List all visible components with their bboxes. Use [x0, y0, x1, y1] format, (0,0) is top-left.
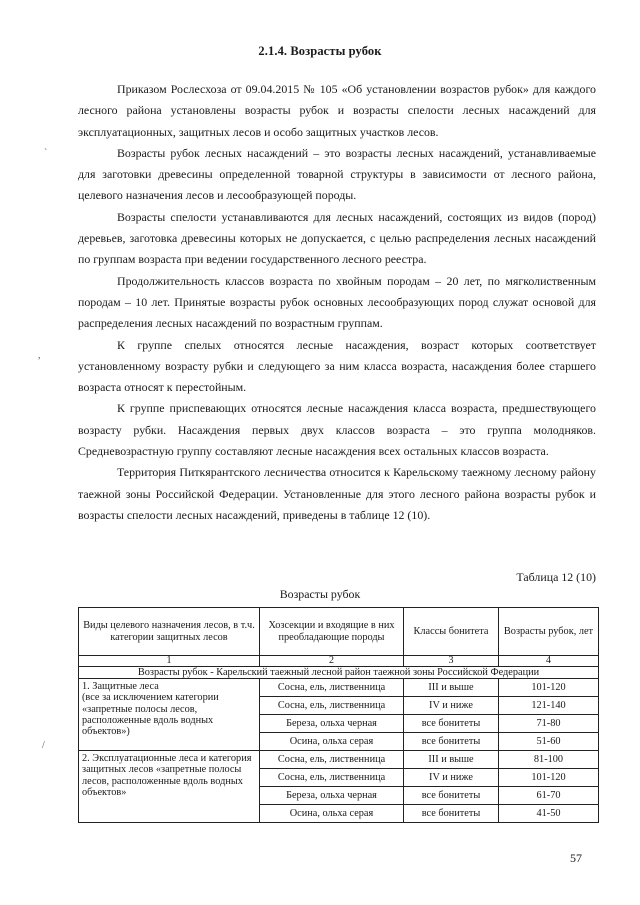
scan-speck: `	[44, 148, 48, 159]
site-class-cell: III и выше	[404, 679, 499, 697]
column-number: 2	[260, 656, 404, 667]
cutting-age-cell: 51-60	[499, 733, 599, 751]
species-cell: Береза, ольха черная	[260, 787, 404, 805]
paragraph: Возрасты рубок лесных насаждений – это возрасты лесных насаждений, устанавливаемые для заготовки древесины определенной товарной структуры в зависимости от лесного района, целевого назначения лесов и лесообразующей породы.	[78, 145, 596, 203]
site-class-cell: III и выше	[404, 751, 499, 769]
region-row	[79, 667, 599, 679]
table-header-row	[79, 608, 599, 656]
site-class-cell: IV и ниже	[404, 769, 499, 787]
region-label: Возрасты рубок - Карельский таежный лесной район таежной зоны Российской Федерации	[79, 667, 599, 679]
cutting-ages-table	[78, 607, 599, 823]
column-number: 3	[404, 656, 499, 667]
table-row	[79, 751, 599, 769]
body-text	[78, 79, 596, 526]
paragraph: Возрасты спелости устанавливаются для лесных насаждений, состоящих из видов (пород) деревьев, заготовка древесины которых не допускается, с целью распределения лесных насаждений по группам возраста при ведении государственного лесного реестра.	[78, 209, 596, 267]
species-cell: Сосна, ель, лиственница	[260, 679, 404, 697]
paragraph: К группе спелых относятся лесные насаждения, возраст которых соответствует установленному возрасту рубки и следующего за ним класса возраста, насаждения более старшего возраста относят к перестойным.	[78, 337, 596, 395]
site-class-cell: все бонитеты	[404, 715, 499, 733]
column-number-row	[79, 656, 599, 667]
cutting-age-cell: 41-50	[499, 805, 599, 823]
column-number: 1	[79, 656, 260, 667]
cutting-age-cell: 71-80	[499, 715, 599, 733]
paragraph: Приказом Рослесхоза от 09.04.2015 № 105 «Об установлении возрастов рубок» для каждого лесного района установлены возрасты рубок и возрасты спелости лесных насаждений для эксплуатационных, защитных лесов и особо защитных участков лесов.	[78, 82, 596, 139]
header-purpose: Виды целевого назначения лесов, в т.ч. категории защитных лесов	[79, 608, 260, 656]
cutting-age-cell: 101-120	[499, 679, 599, 697]
header-cutting-age: Возрасты рубок, лет	[499, 608, 599, 656]
column-number: 4	[499, 656, 599, 667]
species-cell: Сосна, ель, лиственница	[260, 751, 404, 769]
species-cell: Береза, ольха черная	[260, 715, 404, 733]
table-row	[79, 679, 599, 697]
species-cell: Сосна, ель, лиственница	[260, 697, 404, 715]
page-number: 57	[570, 851, 582, 865]
table-caption: Таблица 12 (10)	[516, 570, 596, 584]
site-class-cell: все бонитеты	[404, 805, 499, 823]
purpose-cell: 1. Защитные леса (все за исключением категории «запретные полосы лесов, расположенные вдоль водных объектов»)	[79, 679, 260, 751]
cutting-age-cell: 61-70	[499, 787, 599, 805]
site-class-cell: IV и ниже	[404, 697, 499, 715]
purpose-cell: 2. Эксплуатационные леса и категория защитных лесов «запретные полосы лесов, расположенные вдоль водных объектов»	[79, 751, 260, 823]
paragraph: К группе приспевающих относятся лесные насаждения класса возраста, предшествующего возрасту рубки. Насаждения первых двух классов возраста – это группа молодняков. Средневозрастную группу составляют лесные насаждения всех остальных классов возраста.	[78, 401, 596, 459]
species-cell: Осина, ольха серая	[260, 805, 404, 823]
table-title: Возрасты рубок	[279, 587, 361, 601]
scan-speck: ,	[38, 350, 41, 361]
cutting-age-cell: 121-140	[499, 697, 599, 715]
cutting-age-cell: 101-120	[499, 769, 599, 787]
scan-speck: /	[42, 740, 45, 751]
header-site-class: Классы бонитета	[404, 608, 499, 656]
paragraph: Территория Питкярантского лесничества относится к Карельскому таежному лесному району таежной зоны Российской Федерации. Установленные для этого лесного района возрасты рубок и возрасты спелости лесных насаждений, приведены в таблице 12 (10).	[78, 465, 596, 522]
paragraph: Продолжительность классов возраста по хвойным породам – 20 лет, по мягколиственным породам – 10 лет. Принятые возрасты рубок основных лесообразующих пород служат основой для распределения лесных насаждений по возрастным группам.	[78, 273, 596, 331]
site-class-cell: все бонитеты	[404, 787, 499, 805]
section-title: 2.1.4. Возрасты рубок	[258, 44, 382, 58]
cutting-age-cell: 81-100	[499, 751, 599, 769]
species-cell: Сосна, ель, лиственница	[260, 769, 404, 787]
site-class-cell: все бонитеты	[404, 733, 499, 751]
header-species: Хозсекции и входящие в них преобладающие породы	[260, 608, 404, 656]
species-cell: Осина, ольха серая	[260, 733, 404, 751]
